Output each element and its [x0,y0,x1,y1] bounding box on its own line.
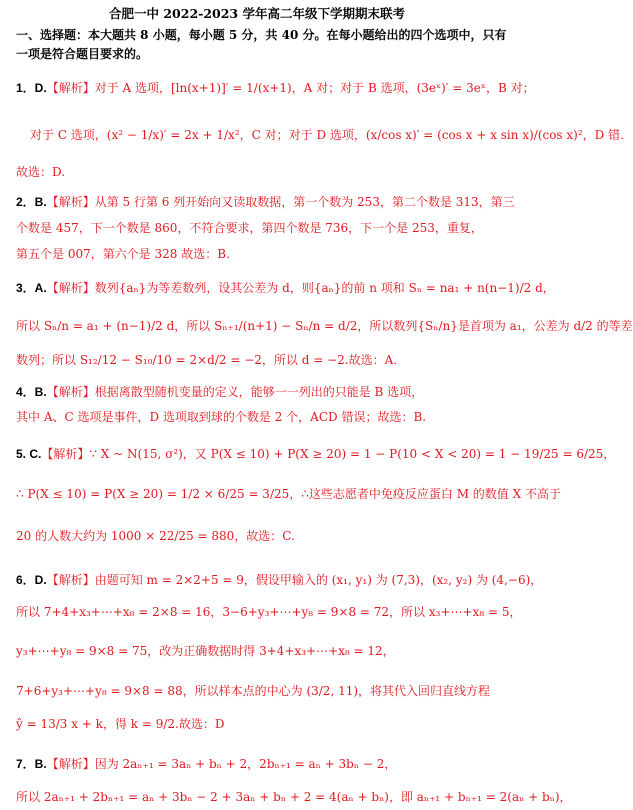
q2-line2 [16,220,506,236]
page-title: 合肥一中 2022-2023 学年高二年级下学期期末联考 [109,6,405,21]
q5-tag: 【解析】 [41,447,90,461]
q1-number: 1．D. [16,81,47,95]
q3-text1: 数列{aₙ}为等差数列，设其公差为 d，则{aₙ}的前 n 项和 Sₙ = na₁ + n(n−1)/2 d， [94,281,555,295]
q7-number: 7．B. [16,757,47,771]
q5-text1: ∵ X ~ N(15, σ²)，又 P(X ≤ 10) + P(X ≥ 20) = 1 − P(10 < X < 20) = 1 − 19/25 = 6/25， [89,447,616,461]
q6-text4: 7+6+y₃+⋯+y₈ = 9×8 = 88，所以样本点的中心为 (3/2, 11)，将其代入回归直线方程 [16,684,491,698]
q3-line3 [16,352,506,368]
q5-line2 [16,486,561,502]
q1-text1: 对于 A 选项，[ln(x+1)]′ = 1/(x+1)，A 对；对于 B 选项，(3eˣ)′ = 3eˣ，B 对； [94,81,535,95]
q6-line3 [16,643,506,659]
q6-line4 [16,683,506,699]
q6-line1 [16,572,543,588]
q6-number: 6．D. [16,573,47,587]
q3-number: 3．A. [16,281,47,295]
q6-line5 [16,716,506,732]
q2-text2: 个数是 457，下一个数是 860，不符合要求，第四个数是 736，下一个是 253，重复， [16,221,483,235]
q6-tag: 【解析】 [46,573,95,587]
q4-line2 [16,409,506,425]
q5-text3: 20 的人数大约为 1000 × 22/25 = 880，故选：C. [16,529,295,543]
q7-line1 [16,756,506,772]
q7-text2: 所以 2aₙ₊₁ + 2bₙ₊₁ = aₙ + 3bₙ − 2 + 3aₙ + bₙ + 2 = 4(aₙ + bₙ)，即 aₙ₊₁ + bₙ₊₁ = 2(aₙ + bₙ)， [16,790,572,804]
q2-tag: 【解析】 [46,195,95,209]
q6-text1: 由题可知 m = 2×2+5 = 9，假设甲输入的 (x₁, y₁) 为 (7,3)，(x₂, y₂) 为 (4,−6)， [94,573,543,587]
q1-line3 [16,164,506,180]
q6-line2 [16,604,522,620]
q1-text2: 对于 C 选项，(x² − 1/x)′ = 2x + 1/x²，C 对；对于 D 选项，(x/cos x)′ = (cos x + x sin x)/(cos x)²，D 错. [30,128,624,142]
q6-text2: 所以 7+4+x₃+⋯+x₈ = 2×8 = 16，3−6+y₃+⋯+y₈ = 9×8 = 72，所以 x₃+⋯+x₈ = 5， [16,605,522,619]
q5-line1 [16,446,616,462]
q1-text3: 故选：D. [16,165,66,179]
q2-line1 [16,194,515,210]
section-heading: 一、选择题：本大题共 8 小题，每小题 5 分，共 40 分。在每小题给出的四个选项中，只有 [16,28,507,42]
section-heading-cont: 一项是符合题目要求的。 [16,47,149,61]
q2-line3 [16,246,506,262]
q1-line1 [16,80,535,96]
q1-line2 [30,127,624,143]
q2-number: 2．B. [16,195,47,209]
q7-text1: 因为 2aₙ₊₁ = 3aₙ + bₙ + 2，2bₙ₊₁ = aₙ + 3bₙ − 2， [94,757,397,771]
q5-number: 5. C. [16,447,42,461]
q3-line1 [16,280,555,296]
q5-line3 [16,528,506,544]
q7-line2 [16,789,572,805]
q3-text2: 所以 Sₙ/n = a₁ + (n−1)/2 d，所以 Sₙ₊₁/(n+1) − Sₙ/n = d/2，所以数列{Sₙ/n}是首项为 a₁，公差为 d/2 的等差 [16,319,633,333]
q4-text2: 其中 A、C 选项是事件，D 选项取到球的个数是 2 个，ACD 错误；故选：B. [16,410,427,424]
q6-text5: ŷ = 13/3 x + k，得 k = 9/2.故选：D [16,717,225,731]
q4-text1: 根据离散型随机变量的定义，能够一一列出的只能是 B 选项， [94,385,424,399]
q2-text3: 第五个是 007，第六个是 328 故选：B. [16,247,230,261]
q2-text1: 从第 5 行第 6 列开始向又读取数据，第一个数为 253，第二个数是 313，第三 [94,195,515,209]
q1-tag: 【解析】 [46,81,95,95]
q3-tag: 【解析】 [46,281,95,295]
q7-tag: 【解析】 [46,757,95,771]
q4-tag: 【解析】 [46,385,95,399]
q4-number: 4．B. [16,385,47,399]
q4-line1 [16,384,506,400]
q6-text3: y₃+⋯+y₈ = 9×8 = 75，改为正确数据时得 3+4+x₃+⋯+x₈ = 12， [16,644,395,658]
q3-line2 [16,318,633,334]
q5-text2: ∴ P(X ≤ 10) = P(X ≥ 20) = 1/2 × 6/25 = 3/25，∴这些志愿者中免疫反应蛋白 M 的数值 X 不高于 [16,487,561,501]
q3-text3: 数列；所以 S₁₂/12 − S₁₀/10 = 2×d/2 = −2，所以 d = −2.故选：A. [16,353,398,367]
